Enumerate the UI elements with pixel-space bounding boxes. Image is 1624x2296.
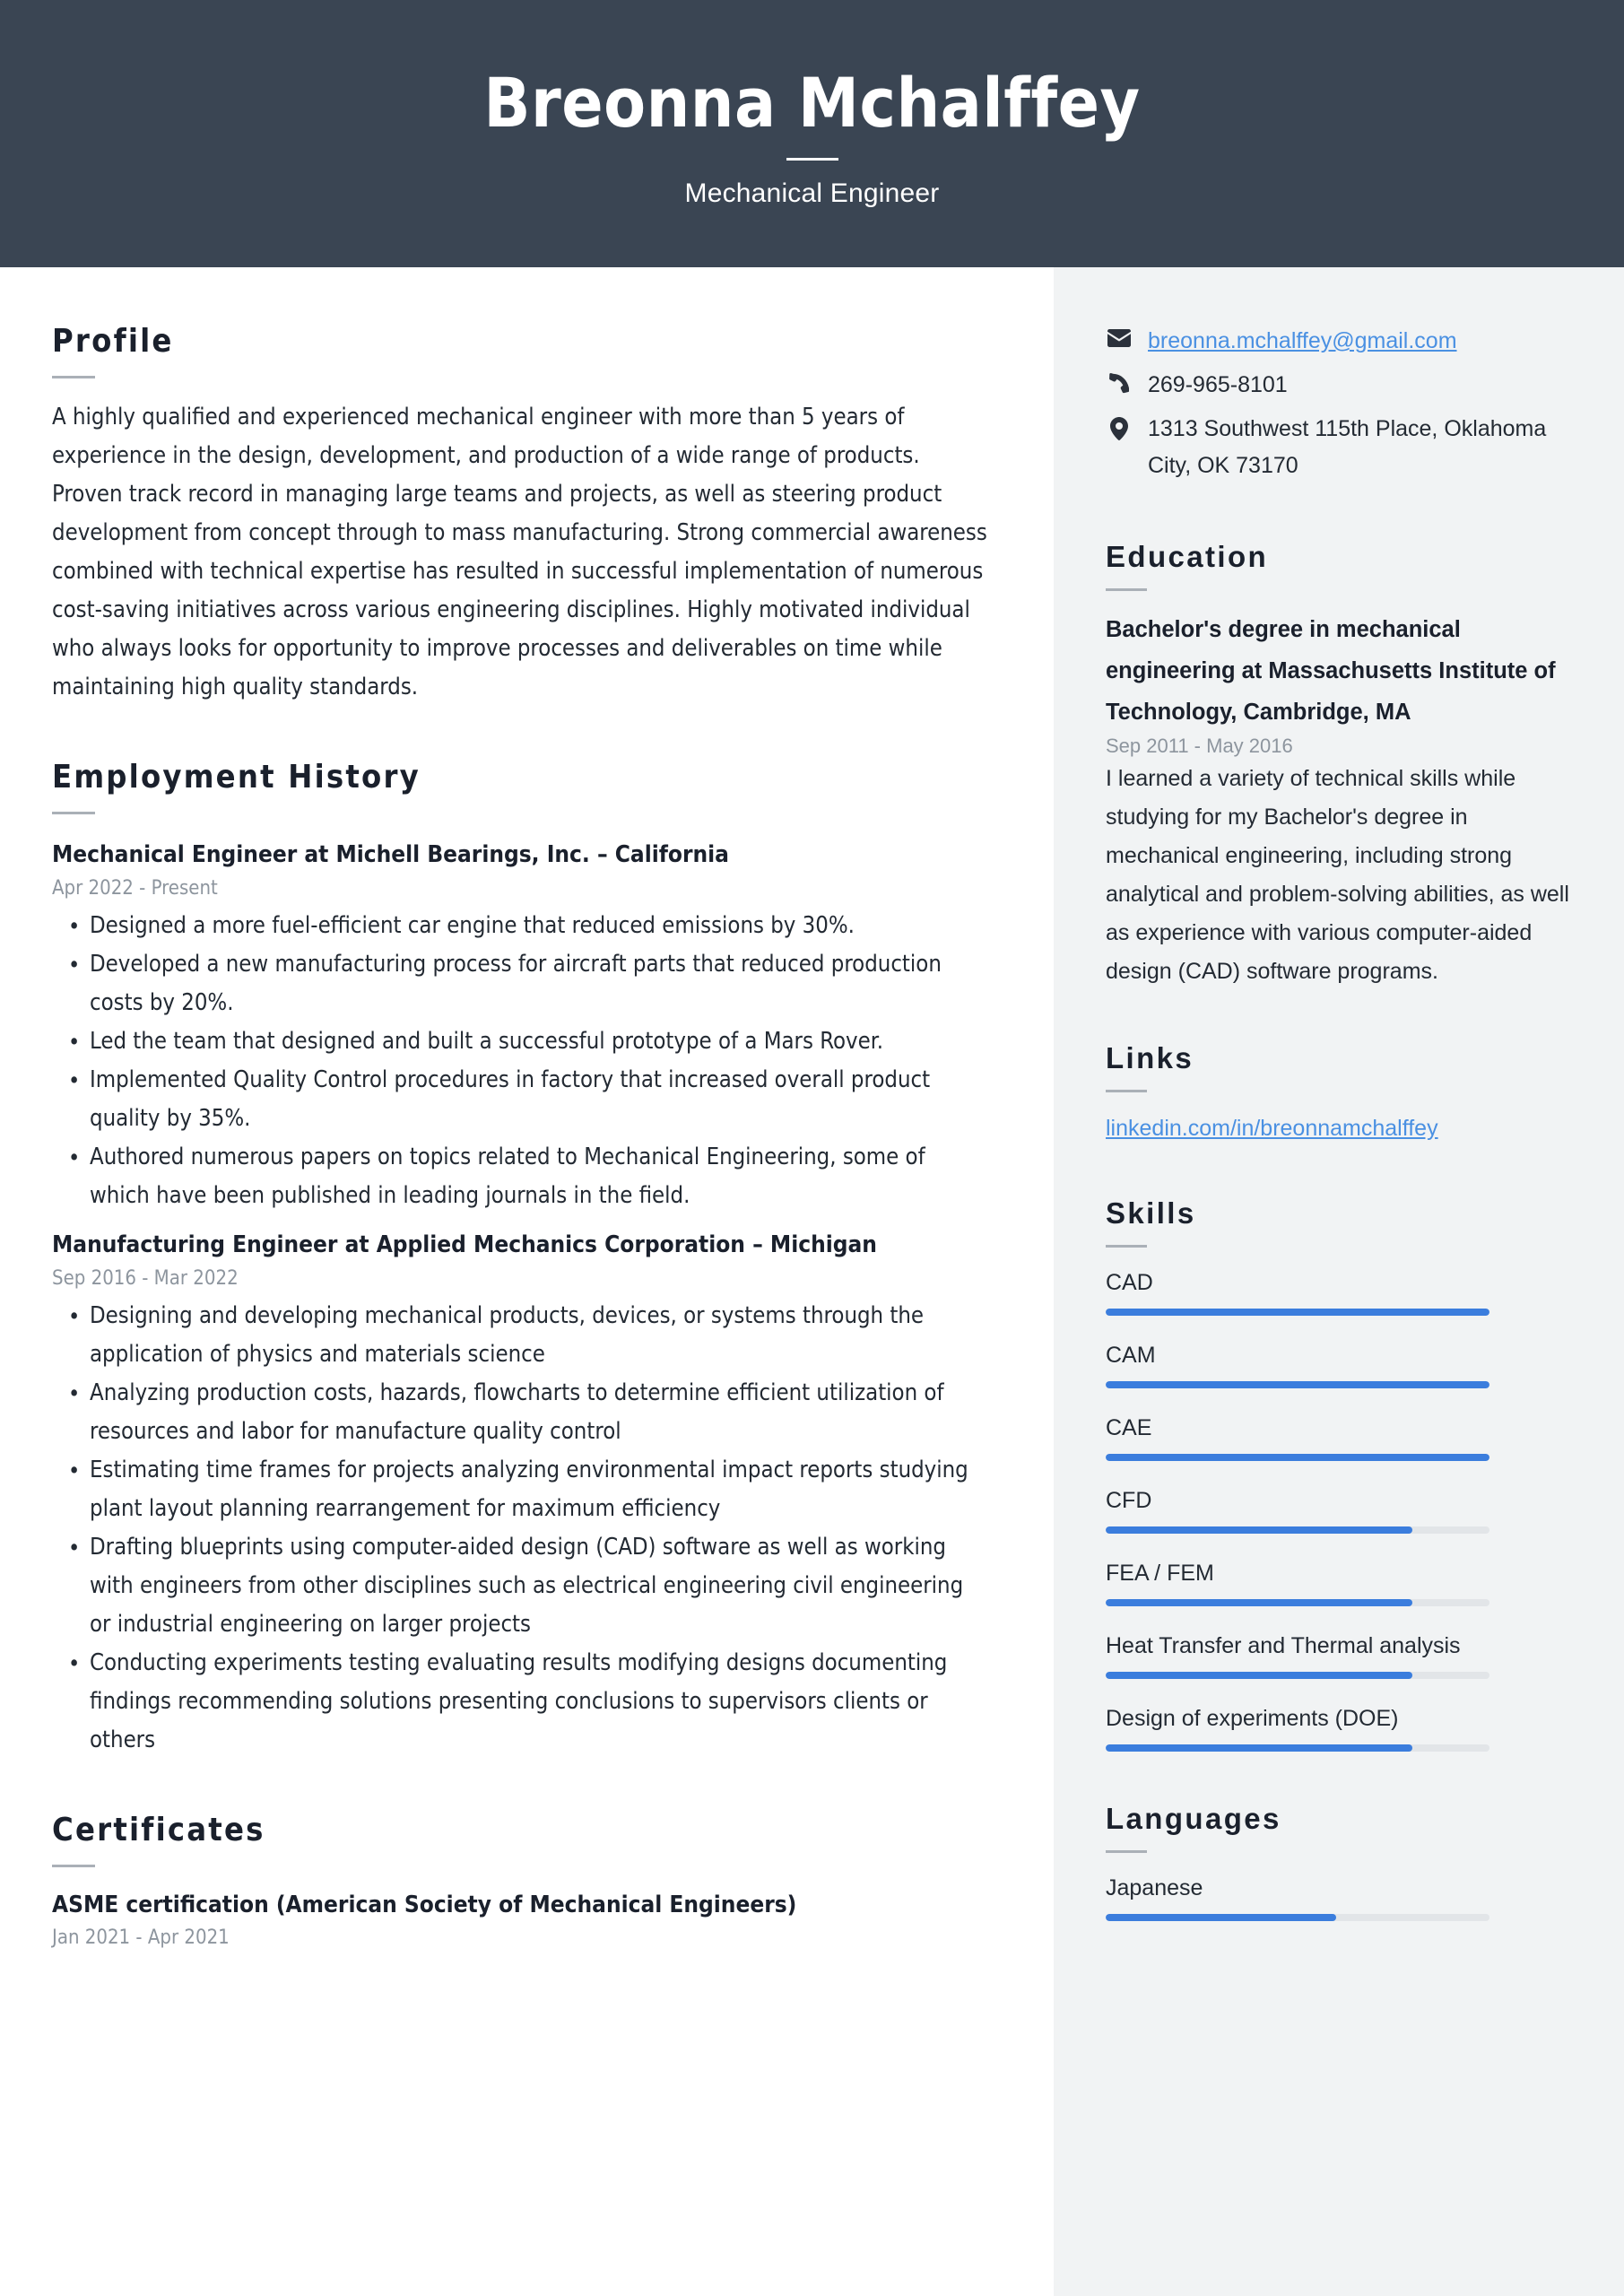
profile-heading: Profile [52, 323, 174, 360]
job-bullet: • Authored numerous papers on topics related to Mechanical Engineering, some of which have been published in leading journals in the field. [52, 1138, 989, 1215]
job-bullet: • Conducting experiments testing evaluating results modifying designs documenting findings recommending solutions presenting conclusions to supervisors clients or others [52, 1644, 989, 1760]
phone-icon [1106, 367, 1133, 394]
section-skills [1106, 1196, 1570, 1752]
job-title: Manufacturing Engineer at Applied Mechanics Corporation – Michigan [52, 1231, 877, 1258]
links-heading: Links [1106, 1041, 1194, 1074]
skill [1106, 1483, 1570, 1534]
skill-label: Heat Transfer and Thermal analysis [1106, 1633, 1461, 1658]
skill-bar-track [1106, 1599, 1489, 1606]
education-heading: Education [1106, 540, 1269, 573]
job-bullet: • Estimating time frames for projects analyzing environmental impact reports studying plant layout planning rearrangement for maximum efficiency [52, 1451, 989, 1528]
skill-bar-track [1106, 1526, 1489, 1534]
contact-list [1106, 323, 1570, 484]
section-languages [1106, 1802, 1570, 1921]
candidate-name: Breonna Mchalffey [483, 62, 1141, 143]
language-bar-fill [1106, 1914, 1336, 1921]
skill-bar-fill [1106, 1381, 1489, 1388]
skill-bar-fill [1106, 1744, 1412, 1752]
education-description: I learned a variety of technical skills while studying for my Bachelor's degree in mechanical engineering, including strong analytical and problem-solving abilities, as well as experience with various computer-aided design (CAD) software programs. [1106, 766, 1569, 984]
contact-email-link[interactable]: breonna.mchalffey@gmail.com [1148, 328, 1457, 353]
skills-heading-rule [1106, 1245, 1147, 1248]
skill-bar-fill [1106, 1526, 1412, 1534]
main-column [0, 267, 1054, 2296]
certificate-list [52, 1887, 991, 1949]
language-list [1106, 1871, 1570, 1921]
resume-body [0, 267, 1624, 2296]
envelope-icon [1106, 323, 1133, 347]
languages-heading: Languages [1106, 1802, 1281, 1835]
employment-heading: Employment History [52, 759, 421, 796]
candidate-job-title: Mechanical Engineer [684, 178, 940, 209]
skill-label: CAD [1106, 1270, 1153, 1295]
link-list [1106, 1110, 1570, 1146]
certificate-title: ASME certification (American Society of Mechanical Engineers) [52, 1892, 797, 1918]
skill-bar-track [1106, 1672, 1489, 1679]
skill [1106, 1411, 1570, 1461]
skill-bar-fill [1106, 1599, 1412, 1606]
skill-label: CAE [1106, 1415, 1152, 1440]
job-date: Apr 2022 - Present [52, 877, 218, 900]
skill [1106, 1556, 1570, 1606]
skill-bar-track [1106, 1744, 1489, 1752]
language [1106, 1871, 1570, 1921]
skills-heading: Skills [1106, 1196, 1196, 1230]
skill-bar-track [1106, 1454, 1489, 1461]
education-date: Sep 2011 - May 2016 [1106, 735, 1293, 757]
job-title: Mechanical Engineer at Michell Bearings, Inc. – California [52, 841, 729, 868]
certificate-entry [52, 1887, 991, 1949]
profile-heading-rule [52, 376, 95, 378]
certificate-date: Jan 2021 - Apr 2021 [52, 1926, 230, 1949]
skill-bar-fill [1106, 1672, 1412, 1679]
skill-label: Design of experiments (DOE) [1106, 1706, 1399, 1731]
section-profile [52, 323, 991, 707]
skill [1106, 1265, 1570, 1316]
job-bullet-list [52, 907, 991, 1215]
language-label: Japanese [1106, 1875, 1203, 1900]
skill-bar-fill [1106, 1309, 1489, 1316]
job-bullet: • Designing and developing mechanical products, devices, or systems through the application of physics and materials science [52, 1297, 989, 1374]
skill [1106, 1629, 1570, 1679]
contact-row[interactable] [1106, 323, 1570, 360]
contact-row [1106, 367, 1570, 404]
job-bullet: • Led the team that designed and built a successful prototype of a Mars Rover. [52, 1022, 989, 1061]
job-entry [52, 834, 991, 1215]
sidebar-column [1054, 267, 1624, 2296]
job-bullet: • Analyzing production costs, hazards, flowcharts to determine efficient utilization of resources and labor for manufacture quality control [52, 1374, 989, 1451]
location-pin-icon [1106, 411, 1133, 440]
resume-header [0, 0, 1624, 267]
skill [1106, 1338, 1570, 1388]
education-heading-rule [1106, 588, 1147, 591]
section-certificates [52, 1812, 991, 1949]
skill-label: CAM [1106, 1343, 1156, 1368]
skill-bar-track [1106, 1381, 1489, 1388]
job-list [52, 834, 991, 1760]
contact-row [1106, 411, 1570, 484]
skill-label: CFD [1106, 1488, 1152, 1513]
languages-heading-rule [1106, 1850, 1147, 1853]
skill-label: FEA / FEM [1106, 1561, 1214, 1586]
job-bullet: • Designed a more fuel-efficient car engine that reduced emissions by 30%. [52, 907, 989, 945]
contact-value: 1313 Southwest 115th Place, Oklahoma City, OK 73170 [1148, 416, 1547, 478]
job-entry [52, 1224, 991, 1760]
job-bullet: • Drafting blueprints using computer-aided design (CAD) software as well as working with engineers from other disciplines such as electrical engineering civil engineering or industrial engineering on larger projects [52, 1528, 989, 1644]
job-bullet: • Implemented Quality Control procedures in factory that increased overall product quality by 35%. [52, 1061, 989, 1138]
skill-bar-fill [1106, 1454, 1489, 1461]
job-bullet: • Developed a new manufacturing process for aircraft parts that reduced production costs by 20%. [52, 945, 989, 1022]
section-employment-history [52, 759, 991, 1760]
skill [1106, 1701, 1570, 1752]
job-date: Sep 2016 - Mar 2022 [52, 1267, 239, 1290]
skill-list [1106, 1265, 1570, 1752]
profile-link[interactable]: linkedin.com/in/breonnamchalffey [1106, 1116, 1438, 1141]
section-education [1106, 540, 1570, 991]
language-bar-track [1106, 1914, 1489, 1921]
skill-bar-track [1106, 1309, 1489, 1316]
section-links [1106, 1041, 1570, 1146]
certificates-heading-rule [52, 1865, 95, 1867]
employment-heading-rule [52, 812, 95, 814]
education-degree: Bachelor's degree in mechanical engineering at Massachusetts Institute of Technology, Cambridge, MA [1106, 617, 1556, 725]
links-heading-rule [1106, 1090, 1147, 1092]
contact-value: 269-965-8101 [1148, 372, 1288, 397]
certificates-heading: Certificates [52, 1812, 265, 1848]
job-bullet-list [52, 1297, 991, 1760]
header-divider [786, 158, 838, 161]
profile-text: A highly qualified and experienced mechanical engineer with more than 5 years of experience in the design, development, and production of a wide range of products. Proven track record in managing large teams and projects, as well as steering product development from concept through to mass manufacturing. Strong commercial awareness combined with technical expertise has resulted in successful implementation of numerous cost-saving initiatives across various engineering disciplines. Highly motivated individual who always looks for opportunity to improve processes and deliverables on time while maintaining high quality standards. [52, 404, 987, 700]
